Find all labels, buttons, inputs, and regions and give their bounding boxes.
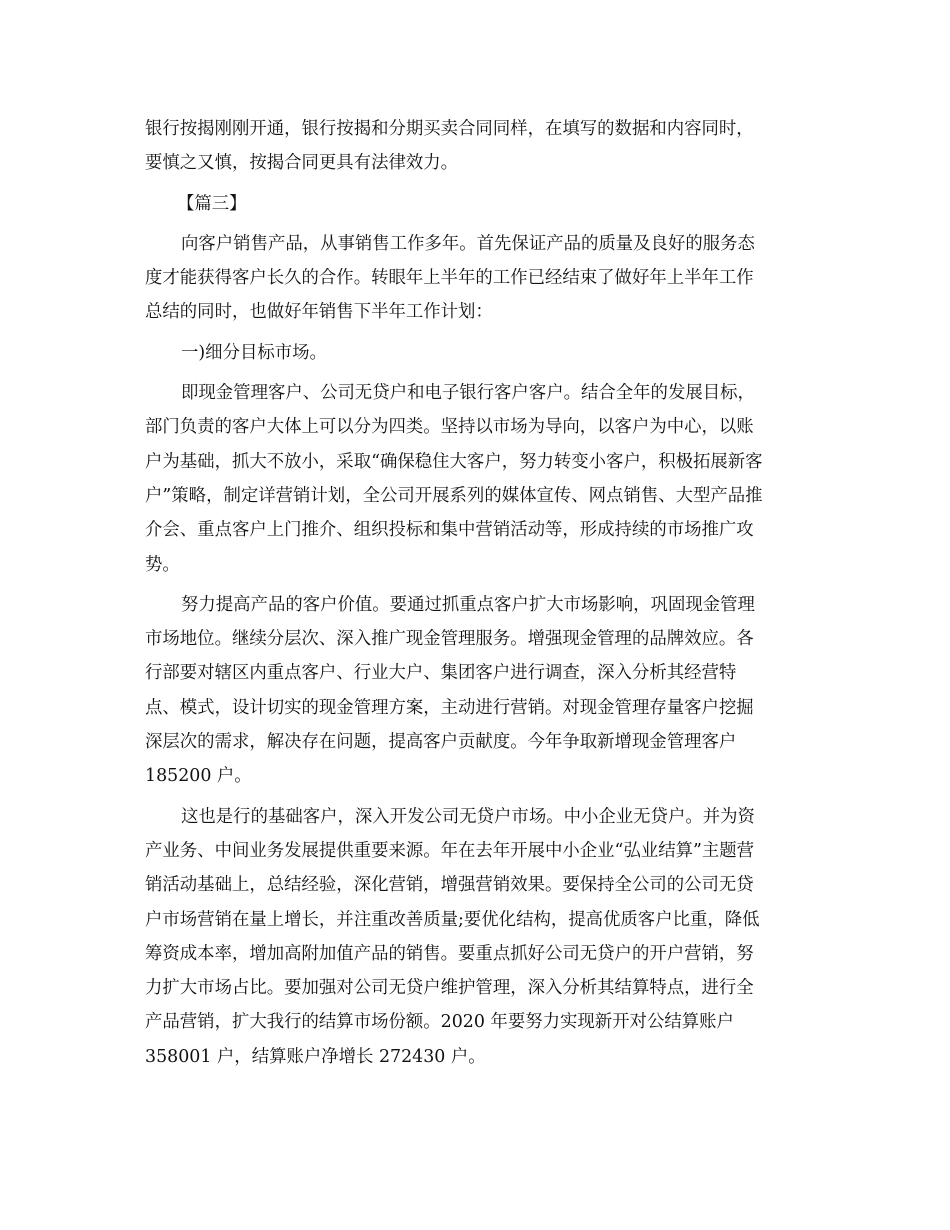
paragraph-line: 户”策略，制定详营销计划，全公司开展系列的媒体宣传、网点销售、大型产品推 [145,485,763,506]
paragraph-line: 努力提高产品的客户价值。要通过抓重点客户扩大市场影响，巩固现金管理 [181,594,755,615]
paragraph-line: 部门负责的客户大体上可以分为四类。坚持以市场为导向，以客户为中心，以账 [145,417,754,438]
paragraph-3 [145,376,810,582]
paragraph-line: 行部要对辖区内重点客户、行业大户、集团客户进行调查，深入分析其经营特 [145,663,737,684]
paragraph-line: 深层次的需求，解决存在问题，提高客户贡献度。今年争取新增现金管理客户 [145,732,737,753]
paragraph-line: 势。 [145,554,180,575]
paragraph-line: 向客户销售产品，从事销售工作多年。首先保证产品的质量及良好的服务态 [181,233,755,254]
paragraph-line: 产品营销，扩大我行的结算市场份额。2020 年要努力实现新开对公结算账户 [145,1012,734,1033]
paragraph-line: 这也是行的基础客户，深入开发公司无贷户市场。中小企业无贷户。并为资 [181,806,755,827]
paragraph-line: 点、模式，设计切实的现金管理方案，主动进行营销。对现金管理存量客户挖掘 [145,697,754,718]
paragraph-line: 一)细分目标市场。 [181,342,327,363]
paragraph-line: 销活动基础上，总结经验，深化营销，增强营销效果。要保持全公司的公司无贷 [145,875,754,896]
document-page [145,112,810,1074]
paragraph-line: 要慎之又慎，按揭合同更具有法律效力。 [145,153,459,174]
paragraph-line: 产业务、中间业务发展提供重要来源。年在去年开展中小企业“弘业结算”主题营 [145,840,755,861]
paragraph-4 [145,588,810,794]
paragraph-line: 185200 户。 [145,766,252,787]
paragraph-5 [145,800,810,1074]
paragraph-line: 银行按揭刚刚开通，银行按揭和分期买卖合同同样，在填写的数据和内容同时， [145,119,754,139]
paragraph-line: 介会、重点客户上门推介、组织投标和集中营销活动等，形成持续的市场推广攻 [145,520,754,541]
paragraph-2 [145,336,810,370]
paragraph-line: 度才能获得客户长久的合作。转眼年上半年的工作已经结束了做好年上半年工作 [145,268,754,289]
paragraph-line: 总结的同时，也做好年销售下半年工作计划： [145,302,493,323]
paragraph-line: 户为基础，抓大不放小，采取“确保稳住大客户，努力转变小客户，积极拓展新客 [145,451,763,472]
paragraph-1 [145,227,810,330]
section-title: 【篇三】 [177,193,247,214]
paragraph-line: 市场地位。继续分层次、深入推广现金管理服务。增强现金管理的品牌效应。各 [145,629,754,650]
paragraph-line: 户市场营销在量上增长，并注重改善质量;要优化结构，提高优质客户比重，降低 [145,909,760,930]
intro-paragraph [145,112,810,181]
paragraph-line: 即现金管理客户、公司无贷户和电子银行客户客户。结合全年的发展目标， [181,383,755,404]
paragraph-line: 力扩大市场占比。要加强对公司无贷户维护管理，深入分析其结算特点，进行全 [145,978,754,999]
paragraph-line: 358001 户，结算账户净增长 272430 户。 [145,1046,486,1067]
paragraph-line: 筹资成本率，增加高附加值产品的销售。要重点抓好公司无贷户的开户营销，努 [145,943,754,964]
